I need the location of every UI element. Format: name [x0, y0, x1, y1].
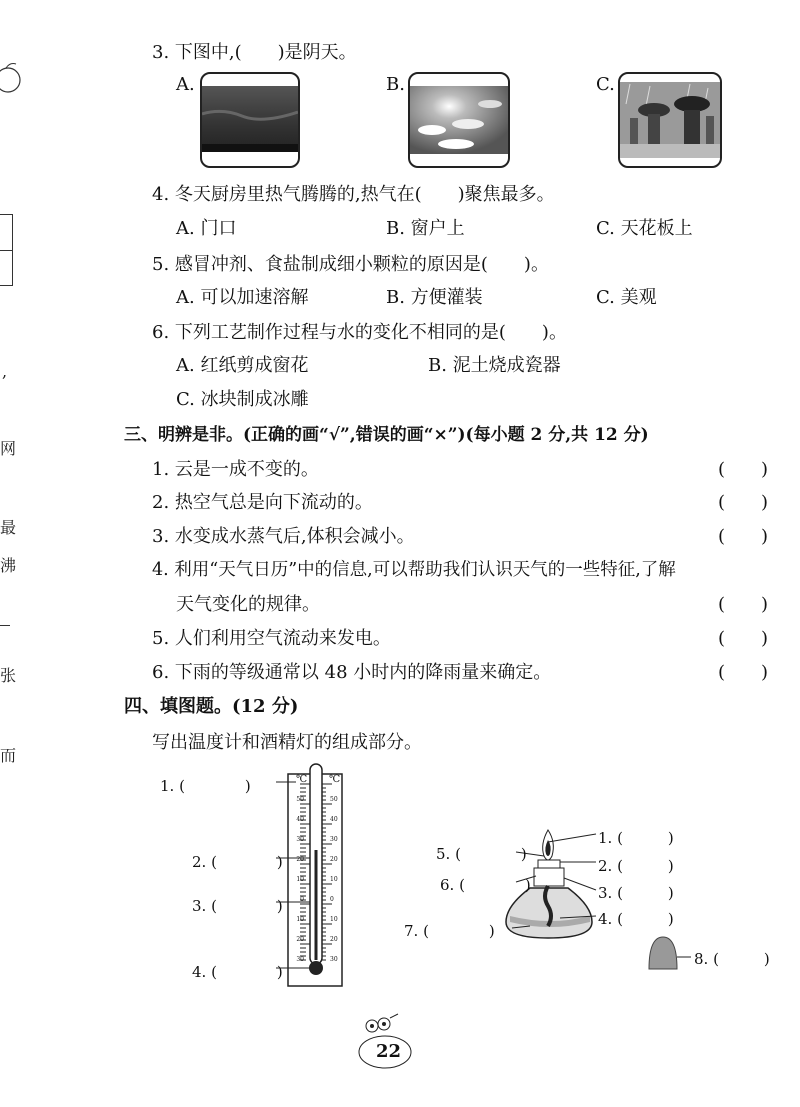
lamp-label-6[interactable]: 6. ( ) [440, 876, 531, 894]
option-label: A. [176, 74, 195, 95]
option-c: C. 美观 [596, 287, 657, 308]
option-b: B. 方便灌装 [386, 287, 483, 308]
scale-tick-label: 40 [296, 816, 304, 823]
lamp-cap-icon [645, 933, 693, 973]
scale-tick-label: 40 [330, 816, 338, 823]
scale-tick-label: 30 [296, 956, 304, 963]
scale-tick-label: 20 [296, 936, 304, 943]
option-a: A. 可以加速溶解 [176, 287, 309, 308]
scale-tick-label: 50 [330, 796, 338, 803]
option-b: B. 泥土烧成瓷器 [428, 355, 561, 376]
lamp-label-4[interactable]: 4. ( ) [598, 910, 674, 928]
question-3: 3. 下图中,( )是阴天。 [152, 42, 357, 63]
thermo-label-3[interactable]: 3. ( ) [192, 897, 283, 915]
judge-item-3: 3. 水变成水蒸气后,体积会减小。 [152, 526, 415, 547]
lamp-label-3[interactable]: 3. ( ) [598, 884, 674, 902]
answer-paren[interactable]: ( ) [718, 459, 769, 480]
lamp-label-5[interactable]: 5. ( ) [436, 845, 527, 863]
instruction: 写出温度计和酒精灯的组成部分。 [152, 732, 422, 753]
judge-item-2: 2. 热空气总是向下流动的。 [152, 492, 373, 513]
thermo-label-4[interactable]: 4. ( ) [192, 963, 283, 981]
scale-right [330, 790, 342, 970]
option-a: A. 红纸剪成窗花 [176, 355, 309, 376]
answer-paren[interactable]: ( ) [718, 628, 769, 649]
scale-tick-label: 10 [296, 916, 304, 923]
section-3-title: 三、明辨是非。(正确的画“√”,错误的画“×”)(每小题 2 分,共 12 分) [124, 425, 649, 445]
lamp-label-1[interactable]: 1. ( ) [598, 829, 674, 847]
edge-table-fragment [0, 214, 13, 286]
edge-line [0, 625, 10, 626]
scale-tick-label: 0 [330, 896, 334, 903]
thermo-label-2[interactable]: 2. ( ) [192, 853, 283, 871]
answer-paren[interactable]: ( ) [718, 662, 769, 683]
judge-item-5: 5. 人们利用空气流动来发电。 [152, 628, 391, 649]
scale-tick-label: 30 [330, 956, 338, 963]
scale-tick-label: 20 [330, 856, 338, 863]
lamp-label-2[interactable]: 2. ( ) [598, 857, 674, 875]
edge-fragment: 而 [0, 746, 17, 765]
edge-fragment: 沸 [0, 556, 17, 575]
section-4-title: 四、填图题。(12 分) [124, 696, 299, 717]
judge-item-4-cont: 天气变化的规律。 [176, 594, 320, 615]
judge-item-1: 1. 云是一成不变的。 [152, 459, 319, 480]
option-c: C. 天花板上 [596, 218, 693, 239]
lamp-label-8[interactable]: 8. ( ) [694, 950, 770, 968]
lamp-label-7[interactable]: 7. ( ) [404, 922, 495, 940]
edge-fragment: 网 [0, 439, 17, 458]
people-in-rain-photo[interactable] [618, 72, 722, 168]
question-4: 4. 冬天厨房里热气腾腾的,热气在( )聚焦最多。 [152, 184, 555, 205]
scale-tick-label: 10 [330, 916, 338, 923]
option-b: B. 窗户上 [386, 218, 465, 239]
answer-paren[interactable]: ( ) [718, 492, 769, 513]
edge-fragment: 张 [0, 666, 17, 685]
scale-tick-label: 10 [296, 876, 304, 883]
scale-left [292, 790, 304, 970]
dark-overcast-sky-photo[interactable] [200, 72, 300, 168]
thermo-label-1[interactable]: 1. ( ) [160, 777, 251, 795]
scale-tick-label: 30 [330, 836, 338, 843]
scale-tick-label: 20 [296, 856, 304, 863]
question-5: 5. 感冒冲剂、食盐制成细小颗粒的原因是( )。 [152, 254, 549, 275]
option-a: A. 门口 [176, 218, 237, 239]
scale-tick-label: 10 [330, 876, 338, 883]
sunny-sky-with-clouds-photo[interactable] [408, 72, 510, 168]
answer-paren[interactable]: ( ) [718, 594, 769, 615]
apple-ornament-icon [0, 60, 22, 100]
unit-right: ℃ [329, 774, 341, 785]
judge-item-6: 6. 下雨的等级通常以 48 小时内的降雨量来确定。 [152, 662, 552, 683]
page-number: 22 [376, 1041, 402, 1062]
answer-paren[interactable]: ( ) [718, 526, 769, 547]
scale-tick-label: 20 [330, 936, 338, 943]
option-label: C. [596, 74, 615, 95]
unit-left: ℃ [296, 774, 308, 785]
question-6: 6. 下列工艺制作过程与水的变化不相同的是( )。 [152, 322, 567, 343]
scale-tick-label: 30 [296, 836, 304, 843]
judge-item-4: 4. 利用“天气日历”中的信息,可以帮助我们认识天气的一些特征,了解 [152, 560, 676, 580]
scale-tick-label: 50 [296, 796, 304, 803]
scale-tick-label: 0 [300, 896, 304, 903]
edge-ornament [0, 60, 22, 104]
edge-fragment: , [2, 362, 8, 381]
option-c: C. 冰块制成冰雕 [176, 389, 309, 410]
option-label: B. [386, 74, 405, 95]
edge-fragment: 最 [0, 518, 17, 537]
